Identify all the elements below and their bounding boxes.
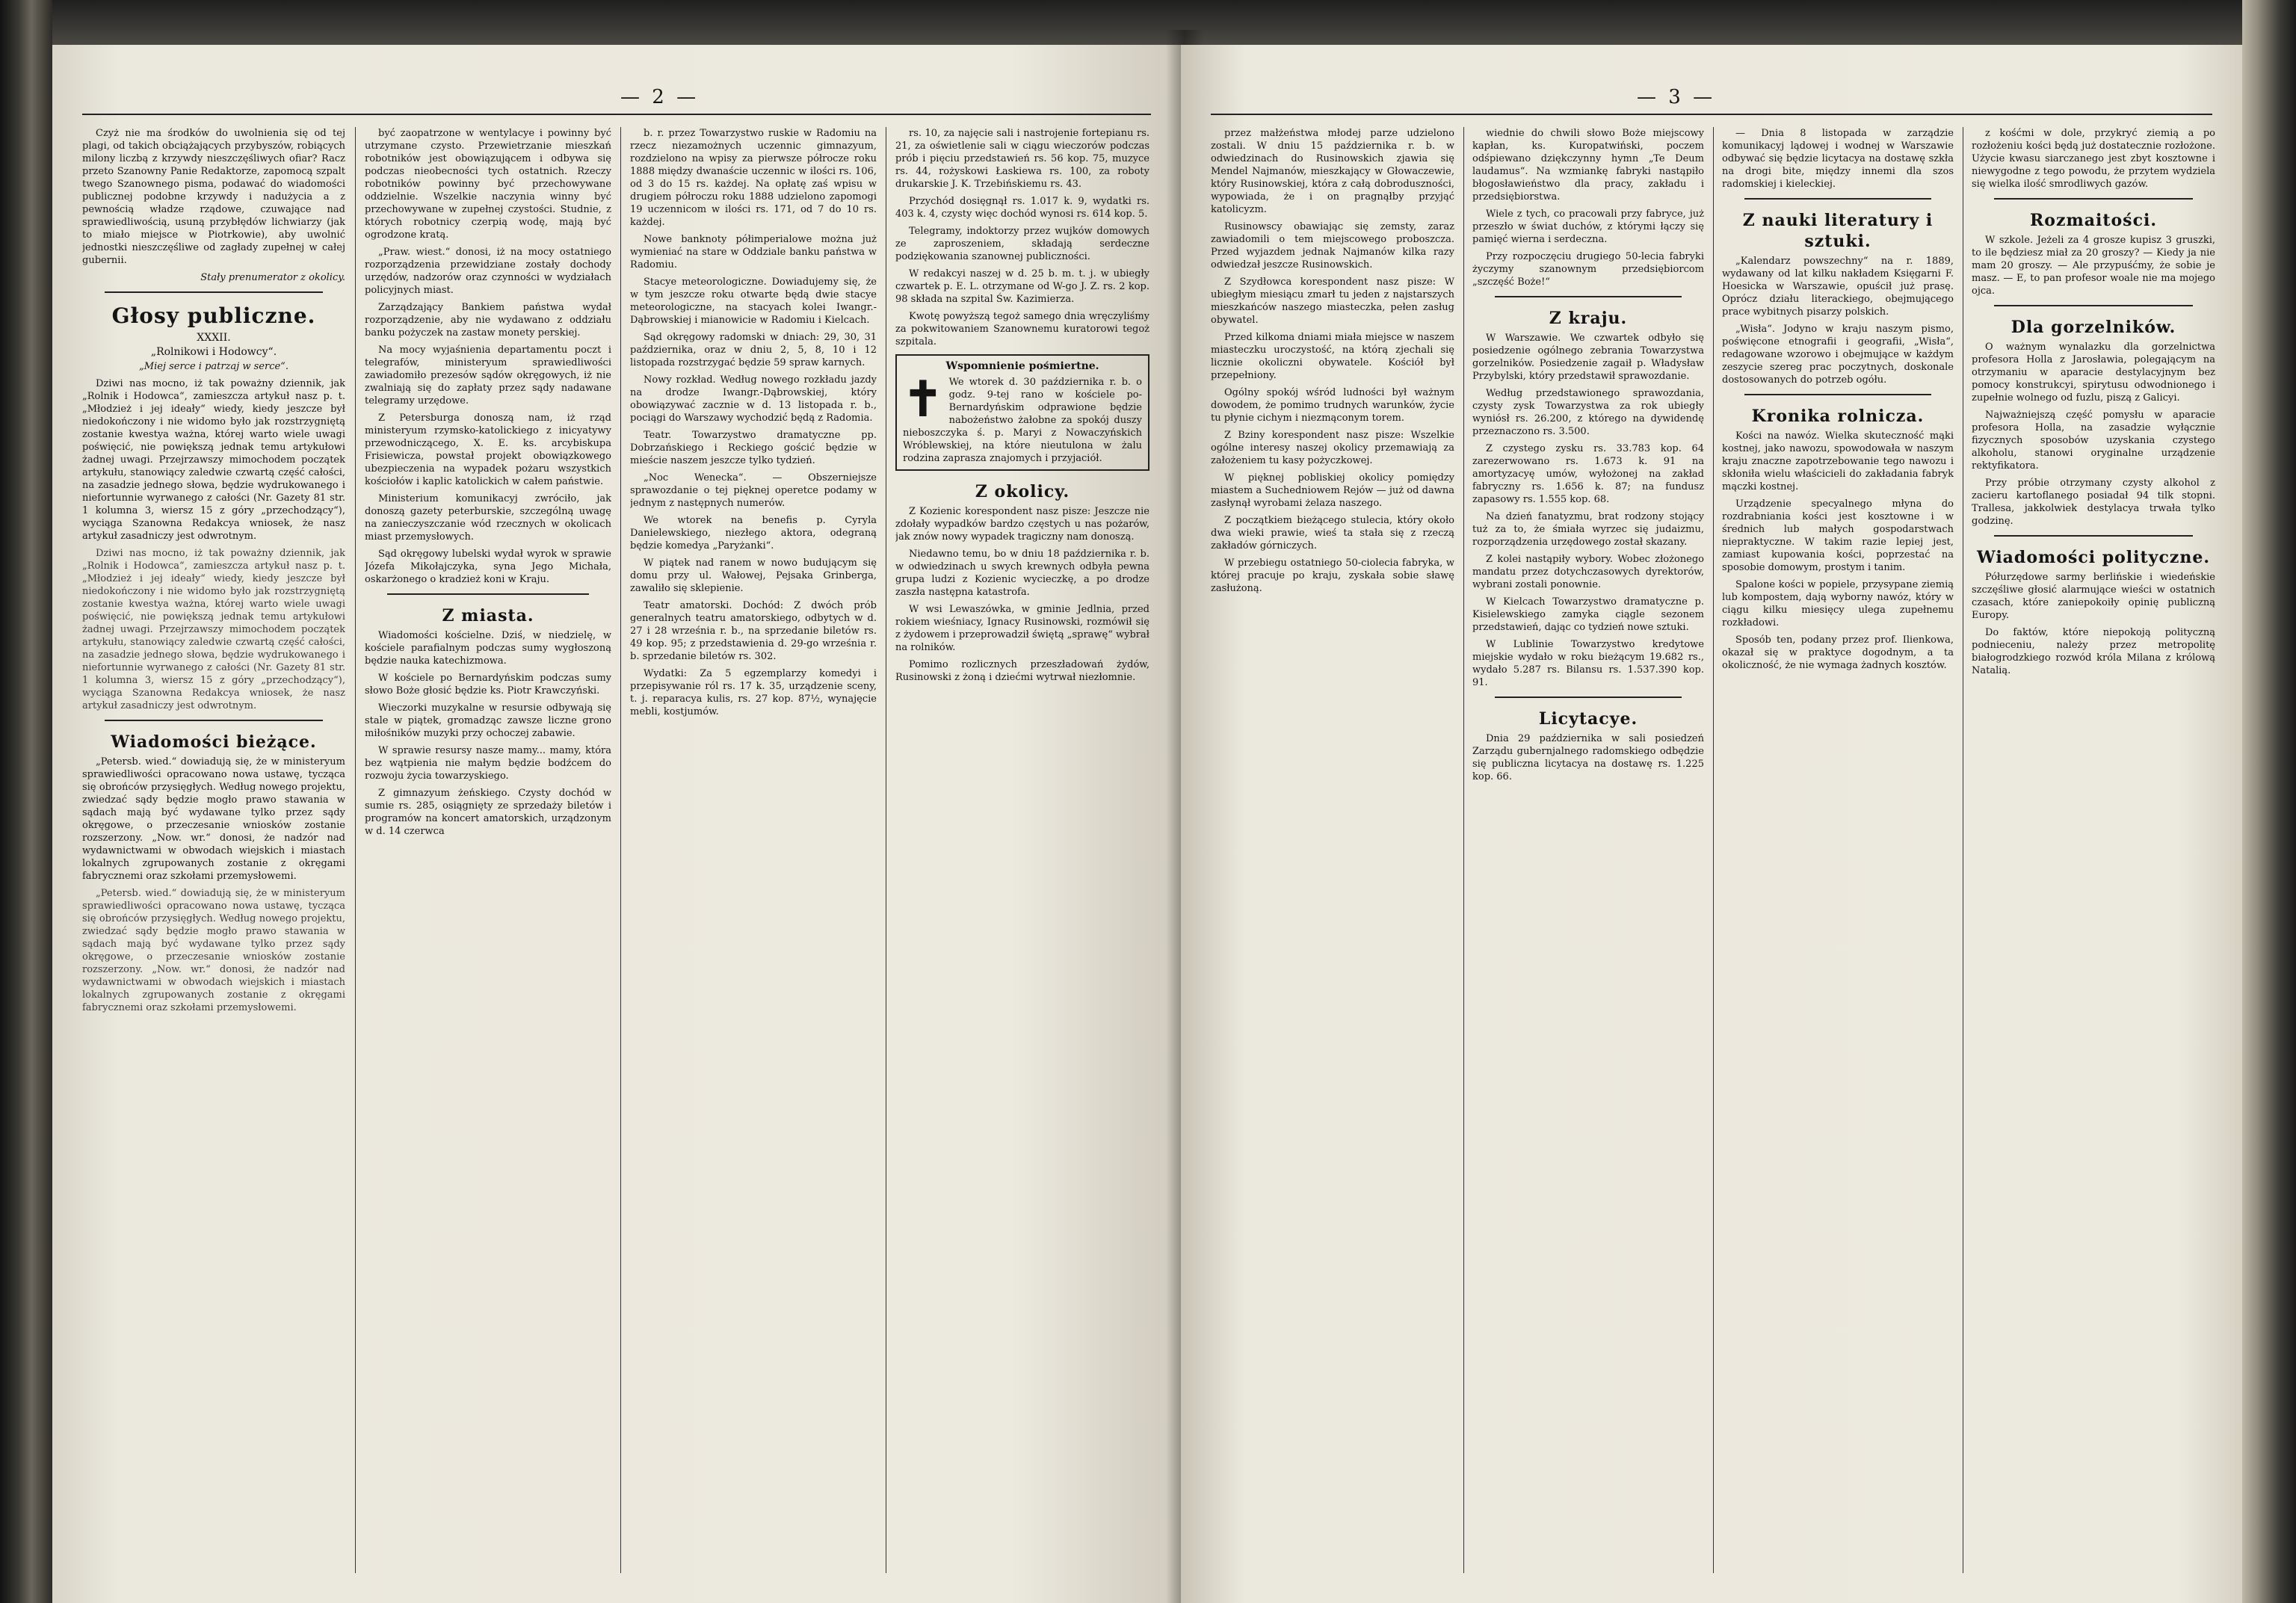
paragraph: przez małżeństwa młodej parze udzielono zostali. W dniu 15 października r. b. w odwiedzinach do Rusinowskich zjawia się Mendel Najmanów, mieszkający w Głowaczewie, który Rusinowskiej, która z całą dobroduszności, wypowiada, że i on pragnąłby przyjąć katolicyzm. bbox=[1211, 128, 1454, 215]
column-1 bbox=[1211, 127, 1454, 1573]
paragraph: Wiele z tych, co pracowali przy fabryce, już przeszło w świat duchów, z którymi łączy się pamięć wierna i serdeczna. bbox=[1472, 209, 1704, 245]
section-heading: Z miasta. bbox=[442, 606, 534, 626]
paragraph: Przy rozpoczęciu drugiego 50-lecia fabryki życzymy szanownym przedsiębiorcom „szczęść Boże!“ bbox=[1472, 251, 1704, 288]
separator bbox=[1994, 198, 2193, 200]
paragraph: O ważnym wynalazku dla gorzelnictwa profesora Holla z Jarosławia, polegającym na otrzymaniu w aparacie destylacyjnym bez pomocy konstrukcyi, spirytusu odwodnionego i zupełnie wolnego od fuzlu, piszą z Galicyi. bbox=[1972, 342, 2215, 404]
paragraph: Ministerium komunikacyj zwróciło, jak donoszą gazety peterburskie, szczególną uwagę na zanieczyszczanie wód rzecznych w okolicach miast przemysłowych. bbox=[365, 493, 611, 543]
paragraph: W pięknej pobliskiej okolicy pomiędzy miastem a Suchedniowem Rejów — już od dawna zasłynął wyrobami żelaza naszego. bbox=[1211, 472, 1454, 509]
paragraph: Z Petersburga donoszą nam, iż rząd ministeryum rzymsko-katolickiego z inicyatywy przewodniczącego, X. E. ks. arcybiskupa Frisiewicza, powstał projekt obowiązkowego ubezpieczenia na wypadek pożaru wszystkich kościołów i kaplic katolickich w całem państwie. bbox=[365, 413, 611, 487]
paragraph: W sprawie resursy nasze mamy... mamy, która bez wątpienia nie małym będzie bodźcem do rozwoju życia towarzyskiego. bbox=[365, 745, 611, 782]
paragraph: Dziwi nas mocno, iż tak poważny dziennik, jak „Rolnik i Hodowca“, zamieszcza artykuł nasz p. t. „Młodzież i jej ideały“ wiedy, kiedy jeszcze był niedokończony i nie widomo było jak rozstrzygniętą zostanie kwestya ważna, której warto wiele uwagi poświęcić, nie powiększą jednak temu artykułowi żadnej uwagi. Przejrzawszy mimochodem początek artykułu, stanowiący zaledwie czwartą część całości, na zasadzie jednego słowa, będzie wydrukowanego i niefortunnie wyrwanego z całości (Nr. Gazety 81 str. 1 kolumna 3, wiersz 15 z góry „przechodzący“), wyciąga Szanowna Redakcya wniosek, że nasz artykuł zasadniczy jest odwrotnym. bbox=[82, 378, 345, 542]
section-heading: Kronika rolnicza. bbox=[1751, 407, 1925, 426]
paragraph: Dziwi nas mocno, iż tak poważny dziennik, jak „Rolnik i Hodowca“, zamieszcza artykuł nasz p. t. „Młodzież i jej ideały“ wiedy, kiedy jeszcze był niedokończony i nie widomo było jak rozstrzygniętą zostanie kwestya ważna, której warto wiele uwagi poświęcić, nie powiększą jednak temu artykułowi żadnej uwagi. Przejrzawszy mimochodem początek artykułu, stanowiący zaledwie czwartą część całości, na zasadzie jednego słowa, będzie wydrukowanego i niefortunnie wyrwanego z całości (Nr. Gazety 81 str. 1 kolumna 3, wiersz 15 z góry „przechodzący“), wyciąga Szanowna Redakcya wniosek, że nasz artykuł zasadniczy jest odwrotnym. bbox=[82, 548, 345, 711]
section-heading: Licytacye. bbox=[1538, 709, 1638, 729]
paragraph: Niedawno temu, bo w dniu 18 października r. b. w odwiedzinach u swych krewnych odbyła pewna grupa ludzi z Kozienic wycieczkę, a po drodze zaszła następna katastrofa. bbox=[895, 549, 1149, 598]
column-2 bbox=[365, 127, 611, 1573]
paragraph: „Kalendarz powszechny“ na r. 1889, wydawany od lat kilku nakładem Księgarni F. Hoesicka w Warszawie, opuścił już prasę. Oprócz działu literackiego, obejmującego prace wybitnych pisarzy polskich. bbox=[1722, 256, 1954, 318]
separator bbox=[1994, 535, 2193, 537]
column-rule bbox=[1463, 127, 1464, 1573]
book-binding bbox=[0, 0, 52, 1603]
header-rule bbox=[1211, 114, 2212, 115]
separator bbox=[1495, 697, 1682, 698]
paragraph: Czyż nie ma środków do uwolnienia się od tej plagi, od takich obciążających przybyszów, robiących milony liczbą z krzywdy nieszczęśliwych ofiar? Racz przeto Szanowny Panie Redaktorze, zapomocą szpalt twego Szanownego pisma, podawać do wiadomości publicznej podobne krzywdy i nadużycia a z pewnością władze rządowe, czuwające nad sprawiedliwością, usuną przybłędów lichwiarzy (jak to miało miejsce w Piotrkowie), aby uwolnić jednostki nieszczęśliwe od zagłady zupełnej w całej gubernii. bbox=[82, 128, 345, 266]
paragraph: Przed kilkoma dniami miała miejsce w naszem miasteczku uroczystość, na którą zjechali się licznie okoliczni obywatele. Kościół był przepełniony. bbox=[1211, 332, 1454, 381]
paragraph: Sposób ten, podany przez prof. Ilienkowa, okazał się w praktyce dogodnym, a ta okoliczność, że nie wymaga żadnych kosztów. bbox=[1722, 634, 1954, 671]
paragraph: Wieczorki muzykalne w resursie odbywają się stale w piątek, gromadząc zawsze liczne grono miłośników muzyki przy ochoczej zabawie. bbox=[365, 702, 611, 739]
paragraph: Z czystego zysku rs. 33.783 kop. 64 zarezerwowano rs. 1.673 k. 91 na amortyzacyę umów, wyłożonej na zakład fabryczny rs. 1.656 k. 87; na fundusz zapasowy rs. 1.555 kop. 68. bbox=[1472, 443, 1704, 505]
column-4 bbox=[895, 127, 1149, 1573]
header-rule bbox=[82, 114, 1151, 115]
paragraph: Telegramy, indoktorzy przez wujków domowych ze zaproszeniem, składają serdeczne podziękowania szanownej publiczności. bbox=[895, 226, 1149, 262]
section-heading: Z nauki literatury i sztuki. bbox=[1742, 211, 1934, 251]
section-subheading: „Rolnikowi i Hodowcy“. bbox=[150, 346, 277, 358]
column-2 bbox=[1472, 127, 1704, 1573]
paragraph: Według przedstawionego sprawozdania, czysty zysk Towarzystwa za rok ubiegły wyniósł rs. 26.200, z którego na dywidendę przeznaczono rs. 3.500. bbox=[1472, 388, 1704, 437]
left-page bbox=[52, 45, 1181, 1603]
separator bbox=[1744, 198, 1931, 200]
paragraph: — Dnia 8 listopada w zarządzie komunikacyj lądowej i wodnej w Warszawie odbywać się będzie licytacya na dostawę szkła na drogi bite, między innemi dla szos radomskiej i kieleckiej. bbox=[1722, 128, 1954, 190]
column-1 bbox=[82, 127, 345, 1573]
page-number: — 3 — bbox=[1637, 86, 1716, 108]
separator bbox=[105, 291, 323, 293]
paragraph: Wiadomości kościelne. Dziś, w niedzielę, w kościele parafialnym podczas sumy wygłoszoną będzie nauka katechizmowa. bbox=[365, 630, 611, 667]
paragraph: „Wisła“. Jodyno w kraju naszym pismo, poświęcone etnografii i geografii, „Wisła“, redagowane wzorowo i obejmujące w każdym zeszycie szereg prac poczytnych, doskonale dostosowanych do potrzeb ogółu. bbox=[1722, 324, 1954, 386]
paragraph: Nowy rozkład. Według nowego rozkładu jazdy na drodze Iwangr.-Dąbrowskiej, który obowiązywać zacznie w d. 13 listopada r. b., pociągi do Warszawy wychodzić będą z Radomia. bbox=[630, 374, 877, 424]
paragraph: „Praw. wiest.“ donosi, iż na mocy ostatniego rozporządzenia przewidziane zostały dochody urzędów, nadzorów oraz czynności w wydziałach policyjnych miast. bbox=[365, 247, 611, 296]
paragraph: Z kolei nastąpiły wybory. Wobec złożonego mandatu przez dotychczasowych dyrektorów, wybrani zostali ponownie. bbox=[1472, 554, 1704, 590]
paragraph: Stacye meteorologiczne. Dowiadujemy się, że w tym jeszcze roku otwarte będą dwie stacye meteorologiczne, na stacyach kolei Iwangr.-Dąbrowskiej i mianowicie w Radomiu i Kielcach. bbox=[630, 277, 877, 326]
obituary-text: We wtorek d. 30 października r. b. o godz. 9-tej rano w kościele po-Bernardyńskim odprawione będzie nabożeństwo żałobne za spokój duszy nieboszczyka ś. p. Maryi z Nowaczyńskich Wróblewskiej, na które nieutulona w żalu rodzina zaprasza znajomych i przyjaciół. bbox=[903, 377, 1142, 464]
paragraph: Teatr amatorski. Dochód: Z dwóch prób generalnych teatru amatorskiego, odbytych w d. 27 i 28 września r. b., na sprzedanie biletów rs. 49 kop. 95; z przedstawienia d. 29-go września r. b. sprzedanie biletów rs. 302. bbox=[630, 600, 877, 662]
paragraph: Kwotę powyższą tegoż samego dnia wręczyliśmy za pokwitowaniem Szanownemu kuratorowi tegoż szpitala. bbox=[895, 311, 1149, 348]
paragraph: Z Kozienic korespondent nasz pisze: Jeszcze nie zdołały wypadków bardzo częstych u nas pożarów, jak znów nowy wypadek tragiczny nam donoszą. bbox=[895, 506, 1149, 543]
paragraph: Z gimnazyum żeńskiego. Czysty dochód w sumie rs. 285, osiągnięty ze sprzedaży biletów i programów na koncert amatorskich, urządzonym w d. 14 czerwca bbox=[365, 788, 611, 837]
section-heading: Rozmaitości. bbox=[2030, 211, 2157, 230]
paragraph: Z początkiem bieżącego stulecia, który około dwa wieki prawie, wieś ta stała się z rzeczą zakładów górniczych. bbox=[1211, 515, 1454, 552]
paragraph: Przychód dosięgnął rs. 1.017 k. 9, wydatki rs. 403 k. 4, czysty więc dochód wynosi rs. 614 kop. 5. bbox=[895, 196, 1149, 220]
page-number: — 2 — bbox=[620, 86, 700, 108]
column-rule bbox=[1713, 127, 1714, 1573]
signature: Stały prenumerator z okolicy. bbox=[200, 272, 345, 283]
cross-icon: ✝ bbox=[903, 371, 943, 427]
paragraph: wiednie do chwili słowo Boże miejscowy kapłan, ks. Kuropatwiński, poczem odśpiewano dziękczynny hymn „Te Deum laudamus“. Na wzmiankę fabryki nastąpiło błogosławieństwo dla pracy, zakładu i przedsiębiorstwa. bbox=[1472, 128, 1704, 203]
paragraph: W szkole. Jeżeli za 4 grosze kupisz 3 gruszki, to ile będziesz miał za 20 groszy? — Kiedy ja nie mam 20 groszy. — Ale przypuśćmy, że sobie je masz. — E, to pan profesor woale nie ma mojego ojca. bbox=[1972, 235, 2215, 297]
section-heading: Z kraju. bbox=[1549, 309, 1628, 328]
separator bbox=[387, 593, 589, 595]
column-rule bbox=[620, 127, 621, 1573]
paragraph: We wtorek na benefis p. Cyryla Danielewskiego, niezłego aktora, odegraną będzie komedya „Paryżanki“. bbox=[630, 515, 877, 552]
paragraph: W kościele po Bernardyńskim podczas sumy słowo Boże głosić będzie ks. Piotr Krawczyński. bbox=[365, 673, 611, 697]
paragraph: Z Szydłowca korespondent nasz pisze: W ubiegłym miesiącu zmarł tu jeden z najstarszych mieszkańców naszego miasteczka, pełen zasług obywatel. bbox=[1211, 277, 1454, 326]
paragraph: Urządzenie specyalnego młyna do rozdrabniania kości jest kosztowne i w średnich lub małych gospodarstwach niepraktyczne. W takim razie lepiej jest, zamiast kupowania kości, poprzestać na sposobie domowym, prostym i tanim. bbox=[1722, 498, 1954, 573]
paragraph: W redakcyi naszej w d. 25 b. m. t. j. w ubiegły czwartek p. E. L. otrzymane od W-go J. Z. rs. 2 kop. 98 składa na szpital Św. Kazimierza. bbox=[895, 268, 1149, 305]
section-heading: Dla gorzelników. bbox=[2010, 318, 2176, 337]
paragraph: W przebiegu ostatniego 50-ciolecia fabryka, w której pracuje po kraju, zyskała sobie sławę zasłużoną. bbox=[1211, 558, 1454, 594]
paragraph: z kośćmi w dole, przykryć ziemią a po rozłożeniu kości będą już dostatecznie rozłożone. Użycie kwasu siarczanego jest zbyt kosztowne i niewygodne z tego powodu, że przytem wydziela się wielka ilość smrodliwych gazów. bbox=[1972, 128, 2215, 190]
column-3 bbox=[630, 127, 877, 1573]
column-3 bbox=[1722, 127, 1954, 1573]
section-heading: Wiadomości bieżące. bbox=[111, 732, 317, 752]
paragraph: Dnia 29 października w sali posiedzeń Zarządu gubernjalnego radomskiego odbędzie się publiczna licytacya na dostawę rs. 1.225 kop. 66. bbox=[1472, 733, 1704, 782]
right-page bbox=[1181, 45, 2242, 1603]
separator bbox=[105, 720, 323, 721]
scanner-shadow bbox=[52, 0, 2242, 45]
paragraph: Rusinowscy obawiając się zemsty, zaraz zawiadomili o tem miejscowego proboszcza. Przed wyjazdem jednak Najmanów kilka razy odwiedzał jeszcze Rusinowskich. bbox=[1211, 221, 1454, 271]
paragraph: Zarządzający Bankiem państwa wydał rozporządzenie, aby nie wydawano z oddziału banku pożyczek na zastaw monety perskiej. bbox=[365, 302, 611, 339]
separator bbox=[1495, 296, 1682, 297]
paragraph: W Kielcach Towarzystwo dramatyczne p. Kisielewskiego zamyka ciągle sezonem przedstawień, dając co tydzień nowe sztuki. bbox=[1472, 596, 1704, 633]
paragraph: Z Bziny korespondent nasz pisze: Wszelkie ogólne interesy naszej okolicy przemawiają za założeniem tu kasy pożyczkowej. bbox=[1211, 430, 1454, 466]
paragraph: Do faktów, które niepokoją polityczną podnieceniu, należy przez metropolitę białogrodzkiego rozwód króla Milana z królową Natalią. bbox=[1972, 627, 2215, 676]
paragraph: Najważniejszą część pomysłu w aparacie profesora Holla, na zasadzie wyłącznie fizycznych sposobów uzyskania czystego alkoholu, stanowi oryginalne urządzenie rektyfikatora. bbox=[1972, 410, 2215, 472]
paragraph: Spalone kości w popiele, przysypane ziemią lub kompostem, dają wyborny nawóz, który w ciągu kilku miesięcy ulega zupełnemu rozkładowi. bbox=[1722, 579, 1954, 628]
paragraph: Wydatki: Za 5 egzemplarzy komedyi i przepisywanie ról rs. 17 k. 35, urządzenie sceny, t. j. reparacya kulis, rs. 27 kop. 87½, wynajęcie mebli, kostjumów. bbox=[630, 668, 877, 717]
section-heading: Z okolicy. bbox=[975, 482, 1070, 501]
paragraph: rs. 10, za najęcie sali i nastrojenie fortepianu rs. 21, za oświetlenie sali w ciągu wieczorów podczas prób i pięciu przedstawień rs. 56 kop. 75, muzyce rs. 44, rożyskowi Łaskiewa rs. 100, za roboty drukarskie J. K. Trzebińskiemu rs. 43. bbox=[895, 128, 1149, 190]
paragraph: Sąd okręgowy radomski w dniach: 29, 30, 31 października, oraz w dniu 2, 5, 8, 10 i 12 listopada rozstrzygać będzie 59 spraw karnych. bbox=[630, 332, 877, 368]
paragraph: Teatr. Towarzystwo dramatyczne pp. Dobrzańskiego i Reckiego gościć będzie w mieście naszem jeszcze tylko tydzień. bbox=[630, 430, 877, 466]
paragraph: W piątek nad ranem w nowo budującym się domu przy ul. Wałowej, Pejsaka Grinberga, zawaliło się sklepienie. bbox=[630, 558, 877, 594]
paragraph: Na dzień fanatyzmu, brat rodzony stojący tuż za to, że śmiała wyrzec się judaizmu, rozporządzenia urzędowego został skazany. bbox=[1472, 511, 1704, 548]
obituary-box bbox=[895, 354, 1149, 471]
section-heading: Głosy publiczne. bbox=[111, 303, 316, 328]
column-4 bbox=[1972, 127, 2215, 1573]
paragraph: Przy próbie otrzymany czysty alkohol z zacieru kartoflanego posiadał 94 tilk stopni. Trallesa, jakkolwiek destylacya trwała tylko godzinę. bbox=[1972, 478, 2215, 527]
paragraph: W Warszawie. We czwartek odbyło się posiedzenie ogólnego zebrania Towarzystwa gorzelników. Posiedzenie zagaił p. Władysław Przybylski, który przedstawił sprawozdanie. bbox=[1472, 333, 1704, 382]
paragraph: „Petersb. wied.“ dowiadują się, że w ministeryum sprawiedliwości opracowano nowa ustawę, tycząca się obrońców przysięgłych. Według nowego projektu, zwiedzać sądy będzie mogło prawo stawania w sądach mają być wydawane tylko przez sądy okręgowe, o przeczesanie wniosków zostanie rozszerzony. „Now. wr.“ donosi, że nadzór nad wydawnictwami w obwodach wiejskich i miastach lokalnych zgrupowanych zostanie z okręgami fabrycznemi oraz szkołami przemysłowemi. bbox=[82, 756, 345, 882]
paragraph: Kości na nawóz. Wielka skuteczność mąki kostnej, jako nawozu, spowodowała w naszym kraju znaczne zapotrzebowanie tego nawozu i skłoniła wielu właścicieli do zakładania fabryk mączki kostnej. bbox=[1722, 430, 1954, 492]
separator bbox=[1994, 305, 2193, 306]
paragraph: W Lublinie Towarzystwo kredytowe miejskie wydało w roku bieżącym 19.682 rs., wydało 5.287 rs. Bilansu rs. 1.537.390 kop. 91. bbox=[1472, 639, 1704, 688]
paragraph: Półurzędowe sarmy berlińskie i wiedeńskie szczęśliwe głosić alarmujące wieści w ostatnich czasach, które zaniepokoiły opinię publiczną Europy. bbox=[1972, 572, 2215, 621]
paragraph: Na mocy wyjaśnienia departamentu poczt i telegrafów, ministeryum sprawiedliwości zawiadomiło prezesów sądów okręgowych, iż nie zwalniają się do zapłaty przez sądy nadawane telegramy urzędowe. bbox=[365, 345, 611, 407]
paragraph: Sąd okręgowy lubelski wydał wyrok w sprawie Józefa Mikołajczyka, syna Jego Michała, oskarżonego o kradzież koni w Kraju. bbox=[365, 549, 611, 585]
paragraph: „Noc Wenecka“. — Obszerniejsze sprawozdanie o tej pięknej operetce podamy w jednym z następnych numerów. bbox=[630, 472, 877, 509]
column-rule bbox=[355, 127, 356, 1573]
separator bbox=[1744, 394, 1931, 395]
page-edges bbox=[2242, 0, 2296, 1603]
paragraph: Nowe banknoty półimperialowe można już wymieniać na stare w Oddziale banku państwa w Radomiu. bbox=[630, 234, 877, 271]
paragraph: b. r. przez Towarzystwo ruskie w Radomiu na rzecz niezamożnych uczennic gimnazyum, rozdzielono na wpisy za pierwsze półrocze roku 1888 między dwanaście uczennic w ilości rs. 106, od 3 do 15 rs. każdej. Na opłatę zaś wpisu w drugiem półroczu roku 1888 udzielono zapomogi 19 uczennicom w ilości rs. 171, od 7 do 10 rs. każdej. bbox=[630, 128, 877, 228]
section-numeral: XXXII. bbox=[197, 332, 231, 344]
section-motto: „Miej serce i patrzaj w serce“. bbox=[139, 361, 288, 372]
paragraph: W wsi Lewaszówka, w gminie Jedlnia, przed rokiem wieśniacy, Ignacy Rusinowski, rozmówił się z żydowem i przeprowadził świętą „sprawę“ wybrał na rolników. bbox=[895, 604, 1149, 653]
paragraph: Ogólny spokój wśród ludności był ważnym dowodem, że pomimo trudnych warunków, życie tu płynie cichym i niezmąconym torem. bbox=[1211, 387, 1454, 424]
paragraph: „Petersb. wied.“ dowiadują się, że w ministeryum sprawiedliwości opracowano nowa ustawę, tycząca się obrońców przysięgłych. Według nowego projektu, zwiedzać sądy będzie mogło prawo stawania w sądach mają być wydawane tylko przez sądy okręgowe, o przeczesanie wniosków zostanie rozszerzony. „Now. wr.“ donosi, że nadzór nad wydawnictwami w obwodach wiejskich i miastach lokalnych zgrupowanych zostanie z okręgami fabrycznemi oraz szkołami przemysłowemi. bbox=[82, 888, 345, 1013]
paragraph: być zaopatrzone w wentylacye i powinny być utrzymane czysto. Przewietrzanie mieszkań robotników jest obowiązującem i odbywa się podczas nieobecności tych ostatnich. Rzeczy robotników powinny być przechowywane oddzielnie. Wszelkie naczynia winny być przechowywane w zupełnej czystości. Studnie, z których robotnicy czerpią wodę, mają być ogrodzone kratą. bbox=[365, 128, 611, 241]
paragraph: Pomimo rozlicznych przeszładowań żydów, Rusinowski z żoną i dziećmi wytrwał niezłomnie. bbox=[895, 659, 1149, 683]
obituary-title: Wspomnienie pośmiertne. bbox=[945, 360, 1099, 372]
section-heading: Wiadomości polityczne. bbox=[1977, 548, 2210, 567]
